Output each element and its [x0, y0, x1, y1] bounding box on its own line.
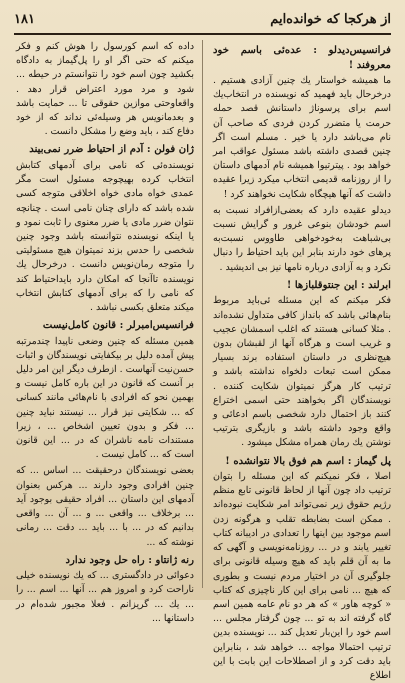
paragraph: بعضی نویسندگان درحقیقت ... اساس ... که چنین افرادی وجود دارند ... هرکس بعنوان آدمهای این داستان ... افراد حقیقی بوجود آید ... برخلاف ... واقعی ... و ... آن ... واقعی بدانیم که در ... با ... باید ... دقت ... رمانی نوشته که ...: [16, 465, 194, 548]
paragraph: همین مسئله که چنین وضعی ناپیدا چندمرتبه پیش آمده دلیل بر بیکفایتی نویسندگان و اثبات حسن‌نیت آنهاست . ازطرف دیگر این امر دلیل بر آنست که قانون در این باره کامل نیست و بهمین نحو که افرادی با نام‌هائی مانند کسانی که ... شکایتی نیز قرار ... نیستند نباید چنین ... فکر و بدون تعیین اشخاص ... ، زیرا مستندات نامه ناشران که در ... این قانون است که ... کامل نیست .: [16, 335, 194, 461]
paragraph: فکر میکنم که این مسئله ئی‌باید مربوط بنام‌هائی باشد که بانداز کافی متداول نشده‌اند . مثلا کسانی هستند که اغلب اسمشان عجیب و غریب است و هرگاه آنها از لقبشان بدون هیچ‌نظری در داستان استفاده برند بسیار ممکن است تبعات دلخواه نداشته باشد و ترتیب کار هرگز نمیتوان شکایت کننده . نویسندگان اگر بخواهند حتی اسمی اختراع کنند باز احتمال دارد شخصی باسم ادعائی و واقع وجود داشته باشد و بازیگری بترتیب نوشتن یك رمان همراه مشکل میشود .: [213, 295, 391, 449]
section-heading: فرانسیس‌امبرلر : قانون کامل‌نیست: [42, 319, 194, 332]
section-heading: رنه ژانتاو : راه حل وجود ندارد: [65, 553, 194, 566]
column-divider: [202, 40, 203, 588]
section-heading: ژان فولن : آدم از احتیاط ضرر نمی‌بیند: [29, 143, 194, 156]
paragraph: نویسنده‌ئی که نامی برای آدمهای کتابش انتخاب کرده بهیچوجه مسئول است مگر عمدی خواه مادی خواه اخلاقی متوجه کسی شده باشد که دارای چنان نامی است . چنانچه نتوان ضرر مادی یا ضرر معنوی را ثابت نمود و یا اینکه نویسنده نتوانسته باشد وجود چنین شخصی را حدس بزند نمیتوان هیچ مسئولیتی را متوجه رمان‌نویس دانست . درخرحال یك نویسنده تاآنجا که امکان دارد باید‌احتیاط کند که نامی را که برای آدمهای کتابش انتخاب میکند متعلق بکسی نباشد .: [16, 159, 194, 313]
header-rule: [14, 33, 391, 35]
running-title: از هرکجا که خوانده‌ایم: [270, 11, 391, 27]
section-heading: ابرلند : این جنتوقلبازها !: [286, 278, 391, 291]
section-heading: فرانسیس‌دیدلو : عده‌ئی باسم خود معروفند !: [213, 44, 391, 71]
paragraph: اصلا ، فکر نمیکنم که این مسئله را بتوان ترتیب داد چون آنها از لحاظ قانونی تابع منظم رژیم حقوق زیر نمی‌تواند امر شکایت نبوده‌اند . ممکن است بضابطه تقلب و هرگونه زدن اسم موجود بین اینها را تعدادی در ادیبانه کتاب تغییر یابند و در ... روزنامه‌نویسی و آگهی که ما به آن قلم باید که هیچ وسیله قانونی برای جلوگیری آن در اختیار مردم نیست و بطوری که هیچ ... نامی برای این کار ناچیزی که کتاب « کوچه هاور » که هر دو نام عامه همین اسم گاه گرفته اند به تو ... چون گرفتار مجلس ... اسم خود را این‌بار تعدیل کند ... نویسنده بدین ترتیب احتمالا مواجه ... خواهد شد ، بنابراین باید دقت کرد و از اصطلاحات این بابت با این اطلاع: [213, 471, 391, 681]
section-heading: پل گیماز : اسم هم فوق بالا نتوانشده !: [225, 454, 391, 467]
right-column: [213, 40, 391, 681]
paragraph: دعوائی در دادگستری ... که یك نویسنده خیلی ناراحت کرد و امروز هم ... آنها ... اسم ... را ... یك ... گریزانم . فعلا مجبور شده‌ام در داستانها ...: [16, 570, 194, 624]
paragraph: داده که اسم کورسول را هوش کنم و فکر میکنم که حتی اگر او را پل‌گیماز به دادگاه بکشید چون اسم خود را نتوانستم در حیطه ... شود و مرد مورد اعتراض قرار دهد . واقعاوحتی موازین حقوقی تا ... حمایت باشد و بعدمانویس هر وسیله‌ئی نداند که از خود دفاع کند ، باید وضع را مشکل دانست .: [16, 41, 194, 138]
paragraph: دیدلو عقیده دارد که بعضی‌ازافراد نسبت به اسم خودشان بنوعی غرور و گرایش نسبت بی‌شباهت به‌خودخواهی طاووس نسبت‌به پرهای خود دارند بنابر این باید احتیاط را دنبال نکرد و به آزادی درباره نامها نیز بی اندیشید .: [213, 204, 391, 273]
page-number: ۱۸۱: [14, 11, 35, 27]
left-column: [16, 40, 194, 624]
page-header: [14, 8, 391, 30]
paragraph: ما همیشه خواستار یك چنین آزادی هستیم . درخرحال باید فهمید که نویسنده در انتخاب‌یك اسم برای پرسوناژ داستانش قصد حمله حرمت یا متضرر کردن فردی که صاحب آن نام می‌باشد دارد یا خیر . مسلم است اگر چنین قصدی داشته باشد مسئول عواقب امر خواهد بود . پیترتیوا همیشه نام آدمهای داستان را از روزنامه قدیمی انتخاب میکرد زیرا عقیده داشت که آنها هیچگاه شکایت نخواهند کرد !: [213, 75, 391, 200]
